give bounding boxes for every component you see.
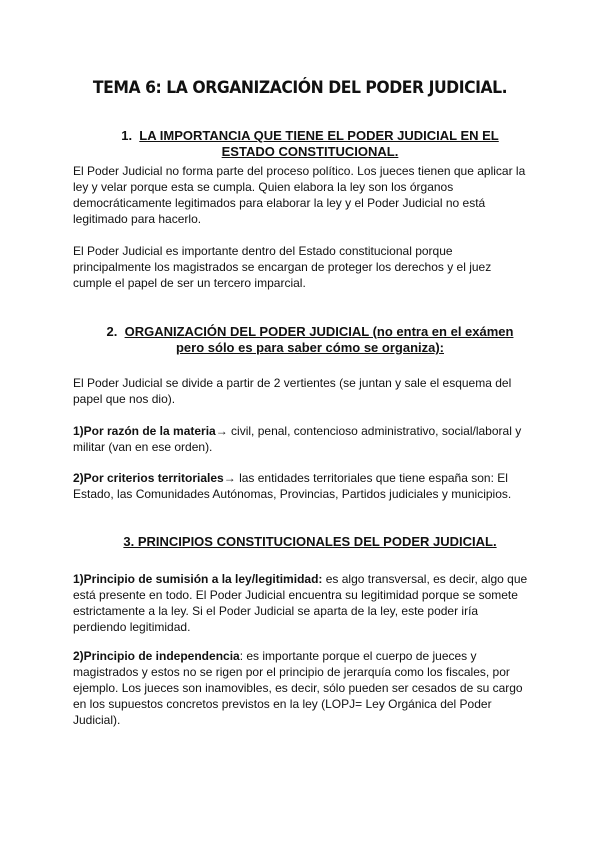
section-1-heading-line2: ESTADO CONSTITUCIONAL.: [221, 144, 399, 159]
section-1-paragraph-1: El Poder Judicial no forma parte del proceso político. Los jueces tienen que aplicar la ley y velar porque esta se cumpla. Quien elabora la ley son los órganos democráticamente legitimados para elaborar la ley y el Poder Judicial no está legitimado para hacerlo.: [73, 164, 526, 226]
section-2-item-2-label: 2)Por criterios territoriales: [73, 471, 224, 485]
section-1-number: 1.: [121, 128, 133, 143]
section-3-item-2-label: 2)Principio de independencia: [73, 649, 240, 663]
section-2-heading: [90, 324, 530, 356]
section-2-item-1-label: 1)Por razón de la materia: [73, 424, 216, 438]
section-2-item-1: [73, 423, 533, 455]
section-2-heading-line2: pero sólo es para saber cómo se organiza):: [175, 340, 445, 355]
section-2-item-2-text: → las entidades territoriales que tiene españa son: El Estado, las Comunidades Autónomas, Provincias, Partidos judiciales y municipios.: [73, 471, 512, 501]
section-3-item-2-text: : es importante porque el cuerpo de jueces y magistrados y estos no se rigen por el principio de jerarquía como los fiscales, por ejemplo. Los jueces son inamovibles, es decir, sólo pueden ser cesados de su cargo en los supuestos concretos previstos en la ley (LOPJ= Ley Orgánica del Poder Judicial).: [73, 649, 523, 727]
section-3-item-2: [73, 648, 533, 728]
section-1-heading: [100, 128, 520, 160]
section-3-item-1-label: 1)Principio de sumisión a la ley/legitimidad:: [73, 572, 323, 586]
section-3-item-1-text: es algo transversal, es decir, algo que está presente en todo. El Poder Judicial encuentra su legitimidad porque se somete estrictamente a la ley. Si el Poder Judicial se aparta de la ley, este poder iría perdiendo legitimidad.: [73, 572, 528, 634]
section-2-item-1-text: → civil, penal, contencioso administrativo, social/laboral y militar (van en ese orden).: [73, 424, 522, 454]
section-2-item-2: [73, 470, 533, 502]
section-3-heading: [60, 534, 560, 550]
section-3-item-1: [73, 571, 533, 635]
section-2-number: 2.: [106, 324, 118, 339]
section-2-intro: El Poder Judicial se divide a partir de 2 vertientes (se juntan y sale el esquema del papel que nos dio).: [73, 376, 512, 406]
section-2-heading-line1: ORGANIZACIÓN DEL PODER JUDICIAL (no entra en el exámen: [124, 324, 514, 339]
section-1-heading-line1: LA IMPORTANCIA QUE TIENE EL PODER JUDICIAL EN EL: [139, 128, 499, 143]
section-1-paragraph-2: El Poder Judicial es importante dentro del Estado constitucional porque principalmente los magistrados se encargan de proteger los derechos y el juez cumple el papel de ser un tercero imparcial.: [73, 244, 492, 290]
page-title: TEMA 6: LA ORGANIZACIÓN DEL PODER JUDICIAL.: [92, 78, 508, 98]
section-3-heading-text: 3. PRINCIPIOS CONSTITUCIONALES DEL PODER JUDICIAL.: [123, 534, 497, 549]
